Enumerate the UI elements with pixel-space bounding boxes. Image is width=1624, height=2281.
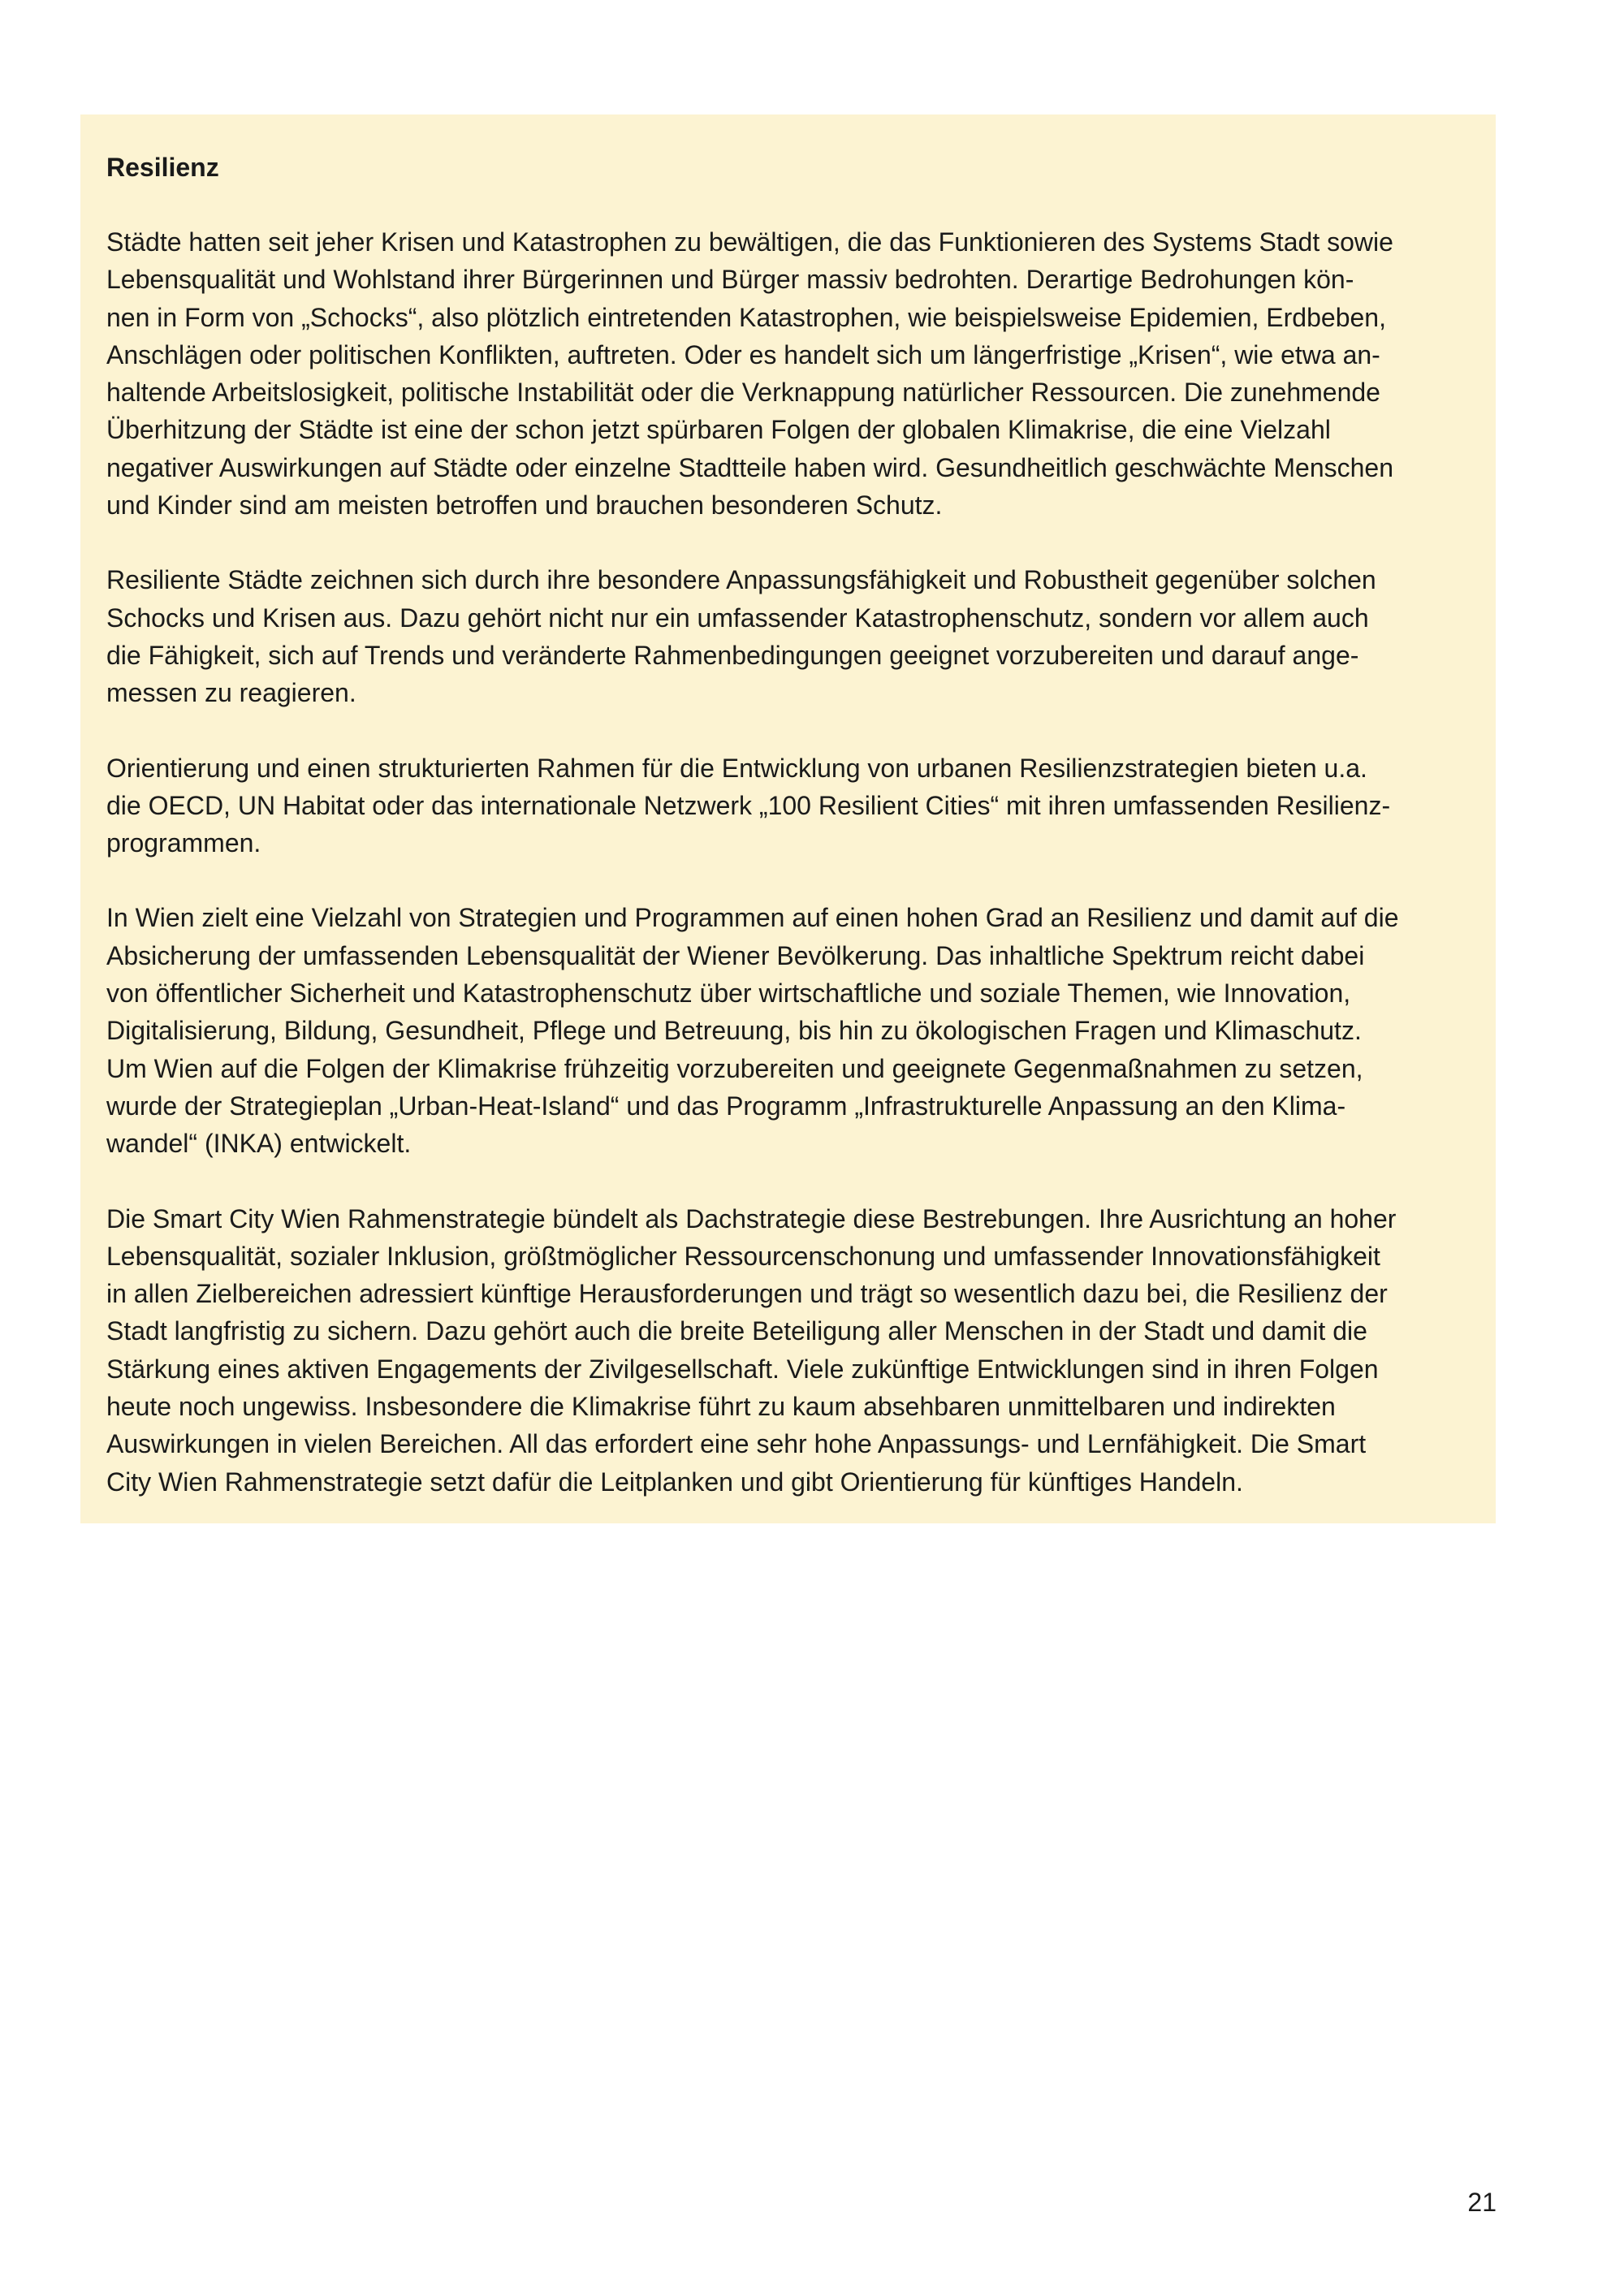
- text-line: Überhitzung der Städte ist eine der schon jetzt spürbaren Folgen der globalen Klimakrise, die eine Vielzahl: [106, 415, 1331, 445]
- paragraph-2: [106, 561, 1471, 711]
- text-line: Lebensqualität, sozialer Inklusion, größtmöglicher Ressourcenschonung und umfassender Innovationsfähigkeit: [106, 1241, 1380, 1271]
- text-line: Lebensqualität und Wohlstand ihrer Bürgerinnen und Bürger massiv bedrohten. Derartige Bedrohungen kön-: [106, 265, 1354, 295]
- resilienz-info-box: [80, 114, 1496, 1523]
- text-line: in allen Zielbereichen adressiert künftige Herausforderungen und trägt so wesentlich dazu bei, die Resilienz der: [106, 1279, 1388, 1309]
- text-line: wandel“ (INKA) entwickelt.: [106, 1129, 412, 1159]
- text-line: Die Smart City Wien Rahmenstrategie bündelt als Dachstrategie diese Bestrebungen. Ihre Ausrichtung an hoher: [106, 1203, 1397, 1233]
- text-line: Um Wien auf die Folgen der Klimakrise frühzeitig vorzubereiten und geeignete Gegenmaßnahmen zu setzen,: [106, 1053, 1363, 1083]
- page-number: 21: [1467, 2188, 1497, 2217]
- text-line: haltende Arbeitslosigkeit, politische Instabilität oder die Verknappung natürlicher Ressourcen. Die zunehmende: [106, 378, 1380, 408]
- text-line: die Fähigkeit, sich auf Trends und veränderte Rahmenbedingungen geeignet vorzubereiten und darauf ange-: [106, 640, 1359, 670]
- text-line: Stadt langfristig zu sichern. Dazu gehört auch die breite Beteiligung aller Menschen in der Stadt und damit die: [106, 1316, 1367, 1346]
- text-line: Orientierung und einen strukturierten Rahmen für die Entwicklung von urbanen Resilienzstrategien bieten u.a.: [106, 753, 1367, 783]
- text-line: nen in Form von „Schocks“, also plötzlich eintretenden Katastrophen, wie beispielsweise Epidemien, Erdbeben,: [106, 302, 1386, 332]
- text-line: und Kinder sind am meisten betroffen und brauchen besonderen Schutz.: [106, 490, 943, 521]
- paragraph-4: [106, 899, 1471, 1162]
- paragraph-1: [106, 223, 1471, 524]
- text-line: Digitalisierung, Bildung, Gesundheit, Pflege und Betreuung, bis hin zu ökologischen Fragen und Klimaschutz.: [106, 1016, 1362, 1046]
- text-line: Schocks und Krisen aus. Dazu gehört nicht nur ein umfassender Katastrophenschutz, sondern vor allem auch: [106, 603, 1369, 633]
- text-line: In Wien zielt eine Vielzahl von Strategien und Programmen auf einen hohen Grad an Resilienz und damit auf die: [106, 903, 1399, 933]
- text-line: Resiliente Städte zeichnen sich durch ihre besondere Anpassungsfähigkeit und Robustheit gegenüber solchen: [106, 565, 1376, 595]
- text-line: wurde der Strategieplan „Urban-Heat-Island“ und das Programm „Infrastrukturelle Anpassung an den Klima-: [106, 1091, 1346, 1121]
- text-line: Stärkung eines aktiven Engagements der Zivilgesellschaft. Viele zukünftige Entwicklungen sind in ihren Folgen: [106, 1354, 1379, 1384]
- text-line: programmen.: [106, 828, 261, 858]
- section-heading: Resilienz: [106, 153, 219, 182]
- text-line: Auswirkungen in vielen Bereichen. All das erfordert eine sehr hohe Anpassungs- und Lernfähigkeit. Die Smart: [106, 1429, 1367, 1459]
- text-line: City Wien Rahmenstrategie setzt dafür die Leitplanken und gibt Orientierung für künftiges Handeln.: [106, 1467, 1243, 1497]
- text-line: Anschlägen oder politischen Konflikten, auftreten. Oder es handelt sich um längerfristige „Krisen“, wie etwa an-: [106, 339, 1380, 369]
- text-line: heute noch ungewiss. Insbesondere die Klimakrise führt zu kaum absehbaren unmittelbaren und indirekten: [106, 1392, 1336, 1422]
- text-line: Städte hatten seit jeher Krisen und Katastrophen zu bewältigen, die das Funktionieren des Systems Stadt sowie: [106, 227, 1393, 257]
- text-line: negativer Auswirkungen auf Städte oder einzelne Stadtteile haben wird. Gesundheitlich geschwächte Menschen: [106, 452, 1393, 482]
- paragraph-3: [106, 750, 1471, 862]
- text-line: messen zu reagieren.: [106, 678, 356, 708]
- text-line: Absicherung der umfassenden Lebensqualität der Wiener Bevölkerung. Das inhaltliche Spektrum reicht dabei: [106, 940, 1365, 970]
- text-line: von öffentlicher Sicherheit und Katastrophenschutz über wirtschaftliche und soziale Themen, wie Innovation,: [106, 978, 1351, 1009]
- paragraph-5: [106, 1200, 1471, 1501]
- text-line: die OECD, UN Habitat oder das internationale Netzwerk „100 Resilient Cities“ mit ihren umfassenden Resilienz-: [106, 790, 1391, 820]
